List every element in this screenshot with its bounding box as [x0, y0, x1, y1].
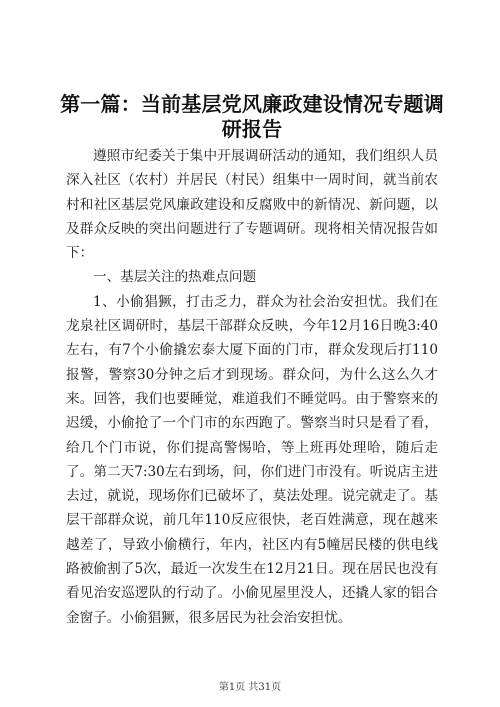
document-body [66, 144, 438, 630]
body-paragraph: 1、小偷猖獗，打击乏力，群众为社会治安担忧。我们在龙泉社区调研时，基层干部群众反映，今年12月16日晚3:40左右，有7个小偷撬宏泰大厦下面的门市，群众发现后打110报警，警察30分钟之后才到现场。群众问，为什么这么久才来。回答，我们也要睡觉，难道我们不睡觉吗。由于警察来的迟缓，小偷抢了一个门市的东西跑了。警察当时只是看了看，给几个门市说，你们提高警惕哈，等上班再处理哈，随后走了。第二天7:30左右到场，问，你们进门市没有。听说店主进去过，就说，现场你们已破坏了，莫法处理。说完就走了。基层干部群众说，前几年110反应很快，老百姓满意，现在越来越差了，导致小偷横行，年内，社区内有5幢居民楼的供电线路被偷割了5次，最近一次发生在12月21日。现在居民也没有看见治安巡逻队的行动了。小偷见屋里没人，还撬人家的铝合金窗子。小偷猖獗，很多居民为社会治安担忧。 [66, 293, 438, 626]
intro-paragraph: 遵照市纪委关于集中开展调研活动的通知，我们组织人员深入社区（农村）并居民（村民）组集中一周时间，就当前农村和社区基层党风廉政建设和反腐败中的新情况、新问题，以及群众反映的突出问题进行了专题调研。现将相关情况报告如下： [66, 148, 438, 262]
page-footer: 第1页 共31页 [218, 682, 282, 693]
section-heading: 一、基层关注的热难点问题 [93, 269, 257, 286]
document-title: 第一篇：当前基层党风廉政建设情况专题调研报告 [60, 92, 444, 141]
